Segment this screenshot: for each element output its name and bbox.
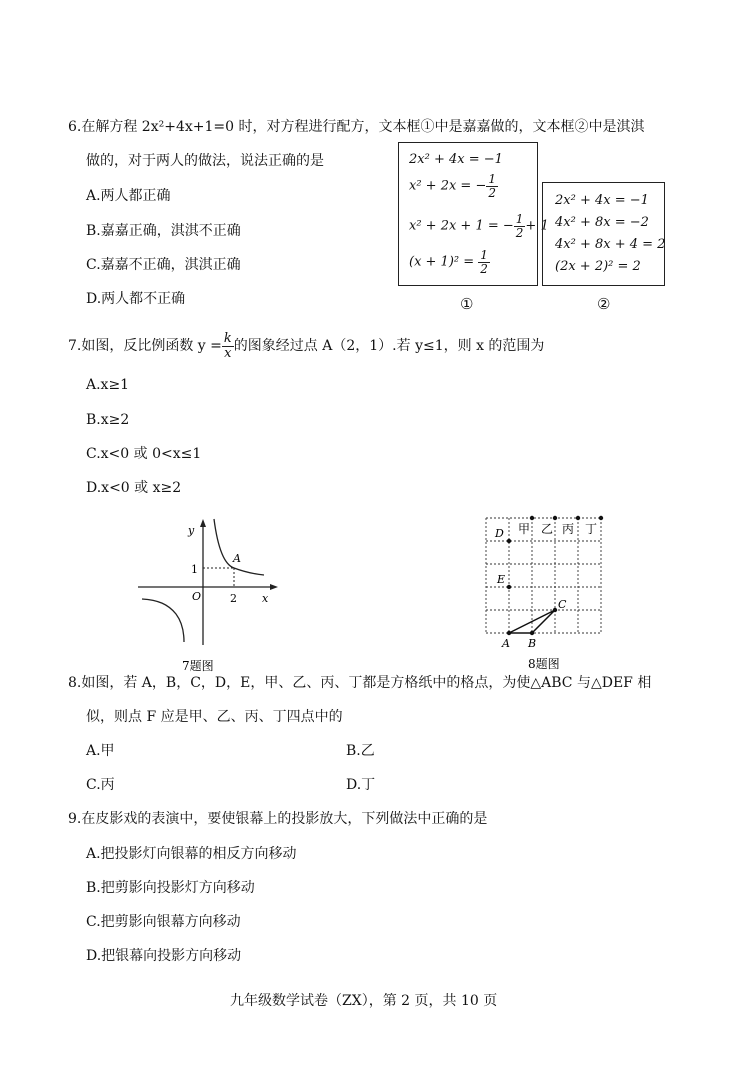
box1-line1: 2x² + 4x = −1 xyxy=(409,152,503,167)
fig8-caption: 8题图 xyxy=(528,657,560,671)
label-a: A xyxy=(502,637,510,650)
point-a xyxy=(507,631,511,635)
label-ding: 丁 xyxy=(585,522,598,536)
q6-option-a[interactable]: A.两人都正确 xyxy=(86,188,171,204)
box2-line1: 2x² + 4x = −1 xyxy=(555,193,649,208)
page-footer: 九年级数学试卷（ZX），第 2 页，共 10 页 xyxy=(230,993,498,1009)
box1-line2-frac: $\frac{1}{2}$ xyxy=(488,172,496,200)
point-a-label: A xyxy=(233,552,241,565)
q6-textbox-1 xyxy=(398,142,549,286)
y-axis-label: y xyxy=(188,524,195,537)
tick-label-2: 2 xyxy=(230,592,237,605)
label-b: B xyxy=(528,637,537,650)
q6-textbox-2-label: ② xyxy=(597,295,611,313)
point-yi xyxy=(553,516,557,520)
box1-line2-left: x² + 2x = − xyxy=(409,178,487,194)
box2-line2: 4x² + 8x = −2 xyxy=(555,215,649,230)
box1-line4-left: (x + 1)² = xyxy=(409,254,475,270)
point-e xyxy=(507,585,511,589)
q7-option-d[interactable]: D.x<0 或 x≥2 xyxy=(86,480,182,496)
box1-line3 xyxy=(409,213,549,239)
box1-line3-frac: $\frac{1}{2}$ xyxy=(515,212,524,240)
q9-option-d[interactable]: D.把银幕向投影方向移动 xyxy=(86,948,242,964)
hyperbola-third-quadrant xyxy=(142,599,184,642)
label-c: C xyxy=(558,598,567,611)
box1-line4 xyxy=(409,249,490,275)
label-e: E xyxy=(497,573,506,586)
q7-stem-pre: 7.如图，反比例函数 y = xyxy=(68,338,222,355)
x-axis-arrow-icon xyxy=(270,584,278,590)
box1-line3-right: + 1 xyxy=(525,218,549,234)
q7-stem-post: 的图象经过点 A（2，1）.若 y≤1，则 x 的范围为 xyxy=(233,338,545,355)
point-bing xyxy=(576,516,580,520)
point-d xyxy=(507,539,511,543)
label-yi: 乙 xyxy=(541,522,554,536)
q9-stem: 9.在皮影戏的表演中，要使银幕上的投影放大，下列做法中正确的是 xyxy=(68,811,488,827)
point-jia xyxy=(530,516,534,520)
q6-textbox-1-label: ① xyxy=(460,295,474,313)
point-b xyxy=(530,631,534,635)
q8-option-c[interactable]: C.丙 xyxy=(86,777,115,793)
q7-option-b[interactable]: B.x≥2 xyxy=(86,412,130,428)
q7-stem xyxy=(68,332,544,360)
q9-option-c[interactable]: C.把剪影向银幕方向移动 xyxy=(86,914,241,930)
box1-line2 xyxy=(409,173,498,199)
tick-label-1: 1 xyxy=(191,563,198,576)
y-axis-arrow-icon xyxy=(200,519,206,527)
q6-option-b[interactable]: B.嘉嘉正确，淇淇不正确 xyxy=(86,223,241,239)
q6-textbox-2 xyxy=(542,182,665,286)
q6-stem-line1: 6.在解方程 2x²+4x+1=0 时，对方程进行配方，文本框①中是嘉嘉做的，文本框②中是淇淇 xyxy=(68,119,645,135)
q6-option-c[interactable]: C.嘉嘉不正确，淇淇正确 xyxy=(86,257,241,273)
box1-line3-left: x² + 2x + 1 = − xyxy=(409,218,514,234)
q7-option-c[interactable]: C.x<0 或 0<x≤1 xyxy=(86,446,202,462)
fig7-caption: 7题图 xyxy=(182,659,214,673)
point-c xyxy=(553,608,557,612)
hyperbola-first-quadrant xyxy=(214,519,264,575)
q8-option-d[interactable]: D.丁 xyxy=(346,777,376,793)
box1-line4-frac: $\frac{1}{2}$ xyxy=(480,248,488,276)
label-d: D xyxy=(495,527,504,540)
q8-option-b[interactable]: B.乙 xyxy=(346,743,375,759)
q7-option-a[interactable]: A.x≥1 xyxy=(86,377,130,393)
origin-label: O xyxy=(192,590,202,603)
box2-line4: (2x + 2)² = 2 xyxy=(555,259,641,274)
q8-option-a[interactable]: A.甲 xyxy=(86,743,115,759)
q7-figure xyxy=(130,510,290,675)
point-ding xyxy=(599,516,603,520)
q8-stem-line1: 8.如图，若 A，B，C，D，E，甲、乙、丙、丁都是方格纸中的格点，为使△ABC 与△DEF 相 xyxy=(68,675,652,691)
q9-option-a[interactable]: A.把投影灯向银幕的相反方向移动 xyxy=(86,846,297,862)
q6-stem-line2: 做的，对于两人的做法，说法正确的是 xyxy=(86,153,324,169)
label-bing: 丙 xyxy=(562,522,575,536)
box2-line3: 4x² + 8x + 4 = 2 xyxy=(555,237,666,252)
q8-figure xyxy=(478,508,618,673)
q7-stem-frac: $\frac{k}{x}$ xyxy=(223,331,232,361)
q8-stem-line2: 似，则点 F 应是甲、乙、丙、丁四点中的 xyxy=(86,709,343,725)
q6-option-d[interactable]: D.两人都不正确 xyxy=(86,291,186,307)
q9-option-b[interactable]: B.把剪影向投影灯方向移动 xyxy=(86,880,255,896)
x-axis-label: x xyxy=(262,592,269,605)
triangle-abc xyxy=(509,610,555,633)
label-jia: 甲 xyxy=(518,522,531,536)
